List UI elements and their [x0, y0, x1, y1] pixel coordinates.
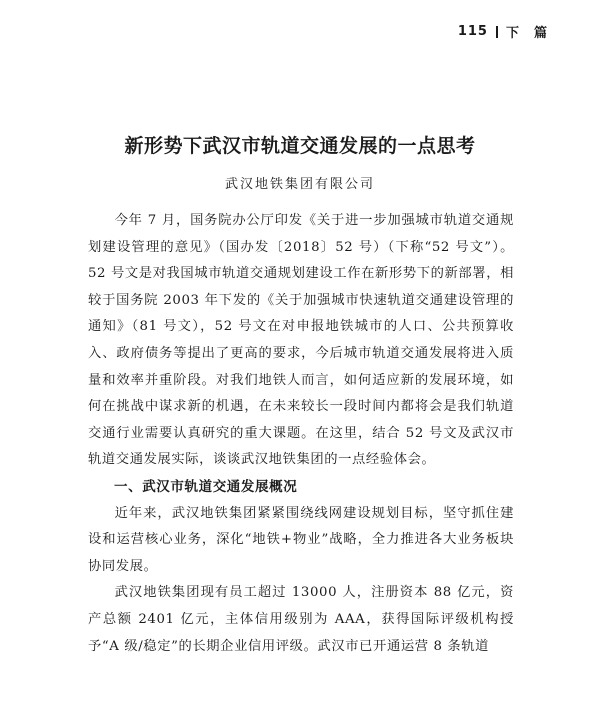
- section-paragraph: 武汉地铁集团现有员工超过 13000 人，注册资本 88 亿元，资产总额 2401 亿元，主体信用级别为 AAA，获得国际评级机构授予“A 级/稳定”的长期企业信用评级。武汉市已开通运营 8 条轨道: [88, 585, 514, 654]
- section-paragraph: 近年来，武汉地铁集团紧紧围绕线网建设规划目标，坚守抓住建设和运营核心业务，深化“地铁+物业”战略，全力推进各大业务板块协同发展。: [88, 505, 514, 574]
- article-title: 新形势下武汉市轨道交通发展的一点思考: [124, 135, 476, 157]
- header-divider: [496, 26, 498, 38]
- running-header: [458, 22, 548, 41]
- section-heading: 一、武汉市轨道交通发展概况: [114, 478, 298, 495]
- article-author: 武汉地铁集团有限公司: [224, 177, 375, 192]
- article-body: [88, 208, 514, 660]
- section-label: 下 篇: [505, 26, 548, 41]
- intro-paragraph: 今年 7 月，国务院办公厅印发《关于进一步加强城市轨道交通规划建设管理的意见》（国办发〔2018〕52 号）（下称“52 号文”）。52 号文是对我国城市轨道交通规划建设工作在新形势下的新部署，相较于国务院 2003 年下发的《关于加强城市快速轨道交通建设管理的通知》（81 号文），52 号文在对申报地铁城市的人口、公共预算收入、政府债务等提出了更高的要求，今后城市轨道交通发展将进入质量和效率并重阶段。对我们地铁人而言，如何适应新的发展环境，如何在挑战中谋求新的机遇，在未来较长一段时间内都将会是我们轨道交通行业需要认真研究的重大课题。在这里，结合 52 号文及武汉市轨道交通发展实际，谈谈武汉地铁集团的一点经验体会。: [88, 213, 514, 468]
- page-number: 115: [457, 24, 488, 39]
